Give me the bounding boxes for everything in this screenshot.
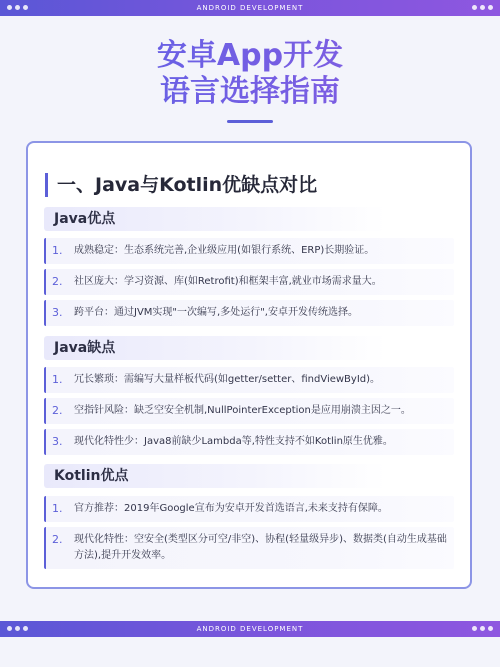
item-text: 成熟稳定：生态系统完善,企业级应用(如银行系统、ERP)长期验证。 [74, 245, 375, 256]
list-item [44, 269, 454, 295]
item-number: 2. [52, 275, 63, 288]
item-text: 社区庞大：学习资源、库(如Retrofit)和框架丰富,就业市场需求量大。 [74, 276, 382, 287]
footer-bar-label: ANDROID DEVELOPMENT [196, 625, 304, 633]
title-underline [227, 120, 273, 123]
window-dots-icon [7, 626, 28, 631]
window-dots-icon [7, 5, 28, 10]
item-text: 现代化特性少：Java8前缺少Lambda等,特性支持不如Kotlin原生优雅。 [74, 436, 393, 447]
item-number: 3. [52, 306, 63, 319]
header-bar-label: ANDROID DEVELOPMENT [196, 4, 304, 12]
list-item [44, 527, 454, 569]
item-number: 2. [52, 404, 63, 417]
list-item [44, 496, 454, 522]
section-title-java-cons: Java缺点 [44, 336, 386, 360]
window-dots-icon [472, 626, 493, 631]
comparison-card [26, 141, 472, 589]
item-number: 3. [52, 435, 63, 448]
item-text: 冗长繁琐：需编写大量样板代码(如getter/setter、findViewById)。 [74, 374, 381, 385]
header-bar [0, 0, 500, 16]
item-number: 1. [52, 373, 63, 386]
section-title-kotlin-pros: Kotlin优点 [44, 464, 386, 488]
list-item [44, 398, 454, 424]
item-text: 跨平台：通过JVM实现"一次编写,多处运行",安卓开发传统选择。 [74, 307, 358, 318]
item-text: 官方推荐：2019年Google宣布为安卓开发首选语言,未来支持有保障。 [74, 503, 388, 514]
list-item [44, 367, 454, 393]
title-line-2: 语言选择指南 [0, 74, 500, 110]
item-text: 现代化特性：空安全(类型区分可空/非空)、协程(轻量级异步)、数据类(自动生成基础方法),提升开发效率。 [74, 534, 447, 561]
page-title [0, 38, 500, 123]
list-item [44, 300, 454, 326]
card-heading: 一、Java与Kotlin优缺点对比 [45, 173, 317, 197]
item-text: 空指针风险：缺乏空安全机制,NullPointerException是应用崩溃主因之一。 [74, 405, 411, 416]
footer-bar [0, 621, 500, 637]
list-item [44, 429, 454, 455]
list-item [44, 238, 454, 264]
section-title-java-pros: Java优点 [44, 207, 386, 231]
item-number: 2. [52, 533, 63, 546]
item-number: 1. [52, 502, 63, 515]
title-line-1: 安卓App开发 [0, 38, 500, 74]
item-number: 1. [52, 244, 63, 257]
window-dots-icon [472, 5, 493, 10]
